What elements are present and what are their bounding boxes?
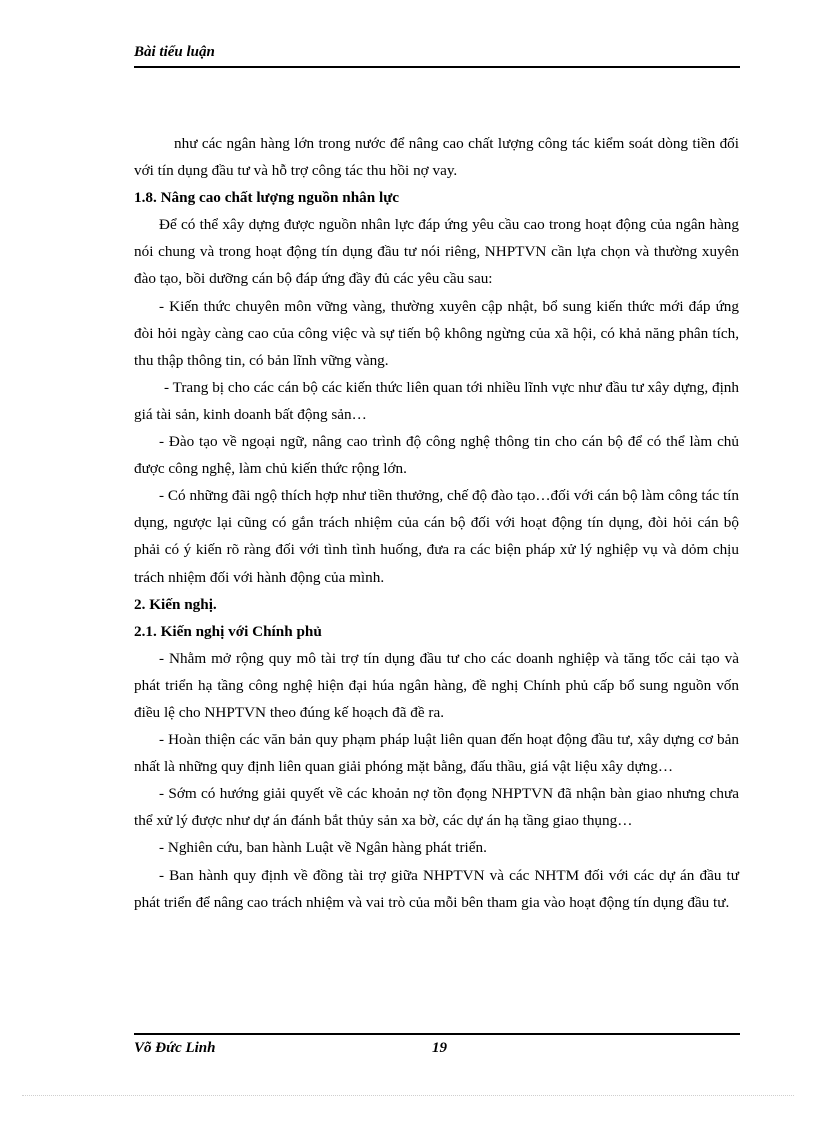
footer-divider <box>134 1033 740 1035</box>
header-divider <box>134 66 740 68</box>
list-item-cofinancing: - Ban hành quy định về đồng tài trợ giữa NHPTVN và các NHTM đối với các dự án đầu tư phát triển để nâng cao trách nhiệm và vai trò của mỗi bên tham gia vào hoạt động tín dụng đầu tư. <box>134 866 739 911</box>
page-number: 19 <box>432 1040 447 1056</box>
list-item-legal: - Hoàn thiện các văn bản quy phạm pháp luật liên quan đến hoạt động đầu tư, xây dựng cơ bản nhất là những quy định liên quan giải phóng mặt bằng, đấu thầu, giá vật liệu xây dựng… <box>134 731 739 776</box>
list-item-law: - Nghiên cứu, ban hành Luật về Ngân hàng phát triển. <box>159 839 487 857</box>
list-item-language-it: - Đào tạo về ngoại ngữ, nâng cao trình độ công nghệ thông tin cho cán bộ để có thể làm chủ được công nghệ, làm chủ kiến thức rộng lớn. <box>134 433 739 478</box>
list-item-capital: - Nhằm mở rộng quy mô tài trợ tín dụng đầu tư cho các doanh nghiệp và tăng tốc cải tạo và phát triển hạ tầng công nghệ hiện đại húa ngân hàng, đề nghị Chính phủ cấp bổ sung nguồn vốn điều lệ cho NHPTVN theo đúng kế hoạch đã đề ra. <box>134 649 739 721</box>
paragraph-continuation: như các ngân hàng lớn trong nước để nâng cao chất lượng công tác kiểm soát dòng tiền đối với tín dụng đầu tư và hỗ trợ công tác thu hồi nợ vay. <box>134 135 739 180</box>
section-heading-1-8: 1.8. Nâng cao chất lượng nguồn nhân lực <box>134 189 400 207</box>
list-item-knowledge: - Kiến thức chuyên môn vững vàng, thường xuyên cập nhật, bổ sung kiến thức mới đáp ứng đòi hỏi ngày càng cao của công việc và sự tiến bộ không ngừng của xã hội, có khả năng phân tích, thu thập thông tin, có bản lĩnh vững vàng. <box>134 297 739 369</box>
list-item-incentives: - Có những đãi ngộ thích hợp như tiền thưởng, chế độ đào tạo…đối với cán bộ làm công tác tín dụng, ngược lại cũng có gắn trách nhiệm của cán bộ đối với hoạt động tín dụng, đòi hỏi cán bộ phải có ý kiến rõ ràng đối với tình tình huống, đưa ra các biện pháp xử lý nghiệp vụ và dỏm chịu trách nhiệm đối với hành động của mình. <box>134 487 739 586</box>
section-heading-2: 2. Kiến nghị. <box>134 595 217 613</box>
list-item-debts: - Sớm có hướng giải quyết về các khoản nợ tồn đọng NHPTVN đã nhận bàn giao nhưng chưa thể xử lý được như dự án đánh bắt thủy sản xa bờ, các dự án hạ tầng giao thụng… <box>134 785 739 830</box>
list-item-training-fields: - Trang bị cho các cán bộ các kiến thức liên quan tới nhiều lĩnh vực như đầu tư xây dựng, định giá tài sản, kinh doanh bất động sản… <box>134 378 739 423</box>
document-body <box>134 130 739 916</box>
page-bottom-edge <box>22 1095 794 1096</box>
footer-author: Võ Đức Linh <box>134 1040 216 1056</box>
paragraph-intro: Để có thể xây dựng được nguồn nhân lực đáp ứng yêu cầu cao trong hoạt động của ngân hàng nói chung và trong hoạt động tín dụng đầu tư nói riêng, NHPTVN cần lựa chọn và thường xuyên đào tạo, bồi dưỡng cán bộ đáp ứng đầy đủ các yêu cầu sau: <box>134 216 739 288</box>
section-heading-2-1: 2.1. Kiến nghị với Chính phủ <box>134 622 322 640</box>
header-title: Bài tiểu luận <box>134 44 215 60</box>
